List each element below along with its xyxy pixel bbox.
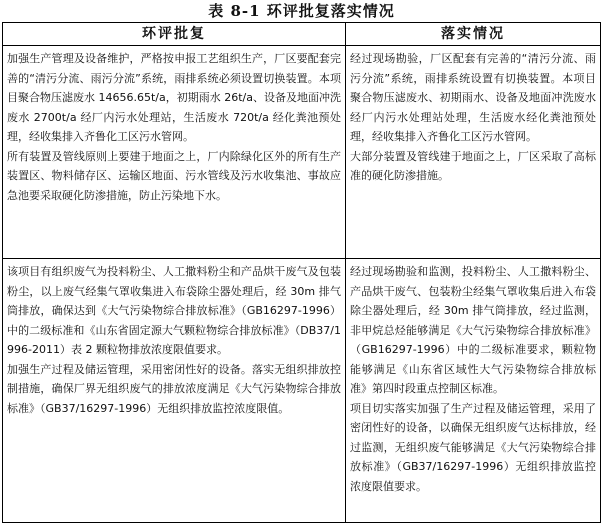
row2-approval-cell xyxy=(3,259,346,523)
row2-approval-para2: 加强生产过程及储运管理，采用密闭性好的设备。落实无组织排放控制措施，确保厂界无组织废气的排放浓度满足《大气污染物综合排放标准》（GB37/16297-1996）无组织排放监控浓度限值。 xyxy=(7,362,341,415)
table-header-row xyxy=(3,23,601,46)
row1-approval-para1: 加强生产管理及设备维护，严格按申报工艺组织生产，厂区要配套完善的“清污分流、雨污分流”系统，雨排系统必须设置切换装置。本项目聚合物压滤废水 14656.65t/a，初期雨水 26t/a、设备及地面冲洗废水 2700t/a 经厂内污水处理站，生活废水 720t/a 经化粪池预处理，经收集排入齐鲁化工区污水管网。 xyxy=(7,52,341,143)
header-implementation-status: 落实情况 xyxy=(346,23,601,46)
header-eia-approval: 环评批复 xyxy=(3,23,346,46)
row1-status-cell xyxy=(346,46,601,259)
row2-approval-para1: 该项目有组织废气为投料粉尘、人工撒料粉尘和产品烘干废气及包装粉尘，以上废气经集气罩收集进入布袋除尘器处理后，经 30m 排气筒排放，确保达到《大气污染物综合排放标准》（GB16297-1996）中的二级标准和《山东省固定源大气颗粒物综合排放标准》（DB37/1996-2011）表 2 颗粒物排放浓度限值要求。 xyxy=(7,265,341,356)
row2-status-para1: 经过现场勘验和监测，投料粉尘、人工撒料粉尘、产品烘干废气、包装粉尘经集气罩收集后进入布袋除尘器处理后，经 30m 排气筒排放，经过监测，非甲烷总烃能够满足《大气污染物综合排放标准》（GB16297-1996）中的二级标准要求，颗粒物能够满足《山东省区域性大气污染物综合排放标准》第四时段重点控制区标准。 xyxy=(350,265,596,395)
row1-status-para2: 大部分装置及管线建于地面之上，厂区采取了高标准的硬化防渗措施。 xyxy=(350,149,596,182)
row1-status-para1: 经过现场勘验，厂区配套有完善的“清污分流、雨污分流”系统，雨排系统设置有切换装置。本项目聚合物压滤废水、初期雨水、设备及地面冲洗废水经厂内污水处理站处理，生活废水经化粪池预处理，经收集排入齐鲁化工区污水管网。 xyxy=(350,52,596,143)
row1-approval-para2: 所有装置及管线原则上要建于地面之上，厂内除绿化区外的所有生产装置区、物料储存区、运输区地面、污水管线及污水收集池、事故应急池要采取硬化防渗措施，防止污染地下水。 xyxy=(7,149,341,202)
table-title: 表 8-1 环评批复落实情况 xyxy=(208,2,395,20)
table-row xyxy=(3,46,601,259)
row2-status-cell xyxy=(346,259,601,523)
eia-approval-table xyxy=(2,22,601,523)
row1-approval-cell xyxy=(3,46,346,259)
table-row xyxy=(3,259,601,523)
row2-status-para2: 项目切实落实加强了生产过程及储运管理，采用了密闭性好的设备，以确保无组织废气达标排放，经过监测，无组织废气能够满足《大气污染物综合排放标准》（GB37/16297-1996）无组织排放监控浓度限值要求。 xyxy=(350,401,596,493)
